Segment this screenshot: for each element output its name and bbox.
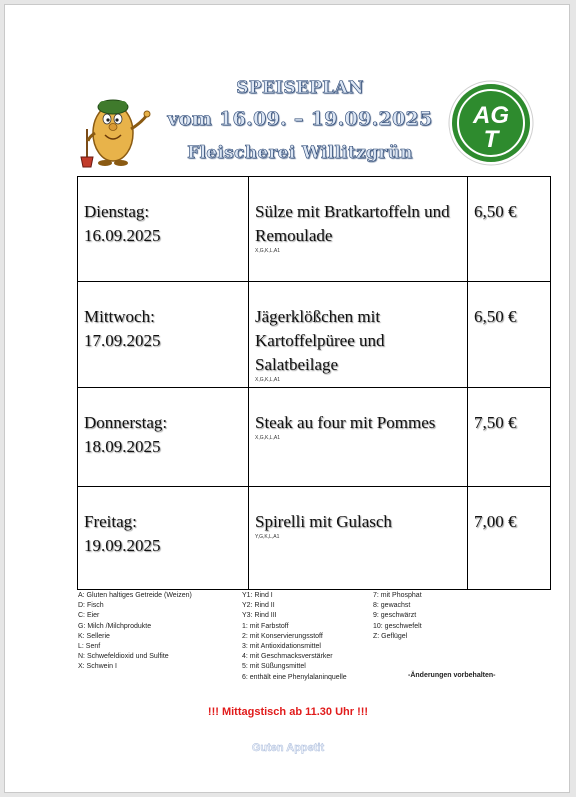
- day-name: Dienstag:: [84, 202, 150, 221]
- menu-table: [77, 176, 551, 590]
- legend-item: Z: Geflügel: [373, 632, 408, 640]
- legend-item: C: Eier: [78, 612, 100, 620]
- day-date: 17.09.2025: [84, 331, 161, 350]
- legend-item: Y1: Rind I: [242, 592, 273, 599]
- dish-cell: [249, 487, 468, 590]
- allergen-codes: Y,G,K,L,A1: [255, 534, 280, 540]
- legend-item: 9: geschwärzt: [373, 612, 417, 620]
- table-row: [78, 388, 551, 487]
- logo-text-top: AG: [473, 102, 509, 129]
- day-date: 18.09.2025: [84, 437, 161, 456]
- table-row: [78, 177, 551, 282]
- day-cell: [78, 487, 249, 590]
- price-cell: 6,50 €: [468, 177, 551, 282]
- allergen-codes: X,G,K,L,A1: [255, 435, 281, 441]
- legend-item: D: Fisch: [78, 602, 104, 610]
- day-cell: [78, 282, 249, 388]
- legend-item: 1: mit Farbstoff: [242, 622, 289, 630]
- dish-cell: [249, 388, 468, 487]
- table-row: [78, 282, 551, 388]
- lunch-time-notice: !!! Mittagstisch ab 11.30 Uhr !!!: [207, 706, 369, 718]
- table-row: [78, 487, 551, 590]
- legend-item: L: Senf: [78, 643, 101, 651]
- dish-cell: [249, 177, 468, 282]
- legend-additives: [242, 591, 347, 683]
- price-cell: 6,50 €: [468, 282, 551, 388]
- logo-text-bottom: T: [483, 126, 499, 153]
- day-name: Mittwoch:: [84, 307, 155, 326]
- day-cell: [78, 388, 249, 487]
- dish-cell: [249, 282, 468, 388]
- legend-item: 5: mit Süßungsmittel: [242, 663, 306, 671]
- dish-name: Sülze mit Bratkartoffeln und Remoulade: [255, 202, 450, 245]
- price-cell: 7,00 €: [468, 487, 551, 590]
- agt-logo: [445, 77, 537, 169]
- day-date: 19.09.2025: [84, 536, 161, 555]
- legend-item: 6: enthält eine Phenylalaninquelle: [242, 673, 347, 681]
- legend-item: Y2: Rind II: [242, 602, 275, 610]
- day-cell: [78, 177, 249, 282]
- legend-item: K: Sellerie: [78, 632, 110, 640]
- document-page: [4, 4, 570, 793]
- dish-name: Jägerklößchen mit Kartoffelpüree und Salatbeilage: [255, 307, 385, 374]
- legend-item: X: Schwein I: [78, 663, 117, 671]
- allergen-codes: X,G,K,L,A1: [255, 377, 281, 383]
- legend-item: 2: mit Konservierungsstoff: [242, 632, 323, 640]
- legend-additives-more: [373, 591, 422, 642]
- legend-item: 4: mit Geschmacksverstärker: [242, 653, 333, 661]
- page-title: SPEISEPLAN: [236, 78, 364, 98]
- day-name: Donnerstag:: [84, 413, 168, 432]
- legend-item: A: Gluten haltiges Getreide (Weizen): [78, 592, 192, 599]
- legend-item: 7: mit Phosphat: [373, 592, 422, 599]
- legend-item: 10: geschwefelt: [373, 622, 422, 630]
- business-name: Fleischerei Willitzgrün: [187, 143, 413, 163]
- day-name: Freitag:: [84, 512, 137, 531]
- closing-greeting: Guten Appetit: [251, 742, 325, 754]
- legend-allergens: [78, 591, 192, 673]
- price-cell: 7,50 €: [468, 388, 551, 487]
- legend-item: N: Schwefeldioxid und Sulfite: [78, 653, 169, 661]
- dish-name: Spirelli mit Gulasch: [255, 512, 392, 531]
- legend-item: G: Milch /Milchprodukte: [78, 622, 152, 630]
- date-range: vom 16.09. – 19.09.2025: [167, 108, 433, 130]
- dish-name: Steak au four mit Pommes: [255, 413, 436, 432]
- legend-item: Y3: Rind III: [242, 612, 277, 620]
- allergen-codes: X,G,K,L,A1: [255, 248, 281, 254]
- legend-item: 8: gewachst: [373, 602, 411, 610]
- day-date: 16.09.2025: [84, 226, 161, 245]
- changes-note: -Änderungen vorbehalten-: [408, 672, 496, 679]
- legend-item: 3: mit Antioxidationsmittel: [242, 643, 321, 651]
